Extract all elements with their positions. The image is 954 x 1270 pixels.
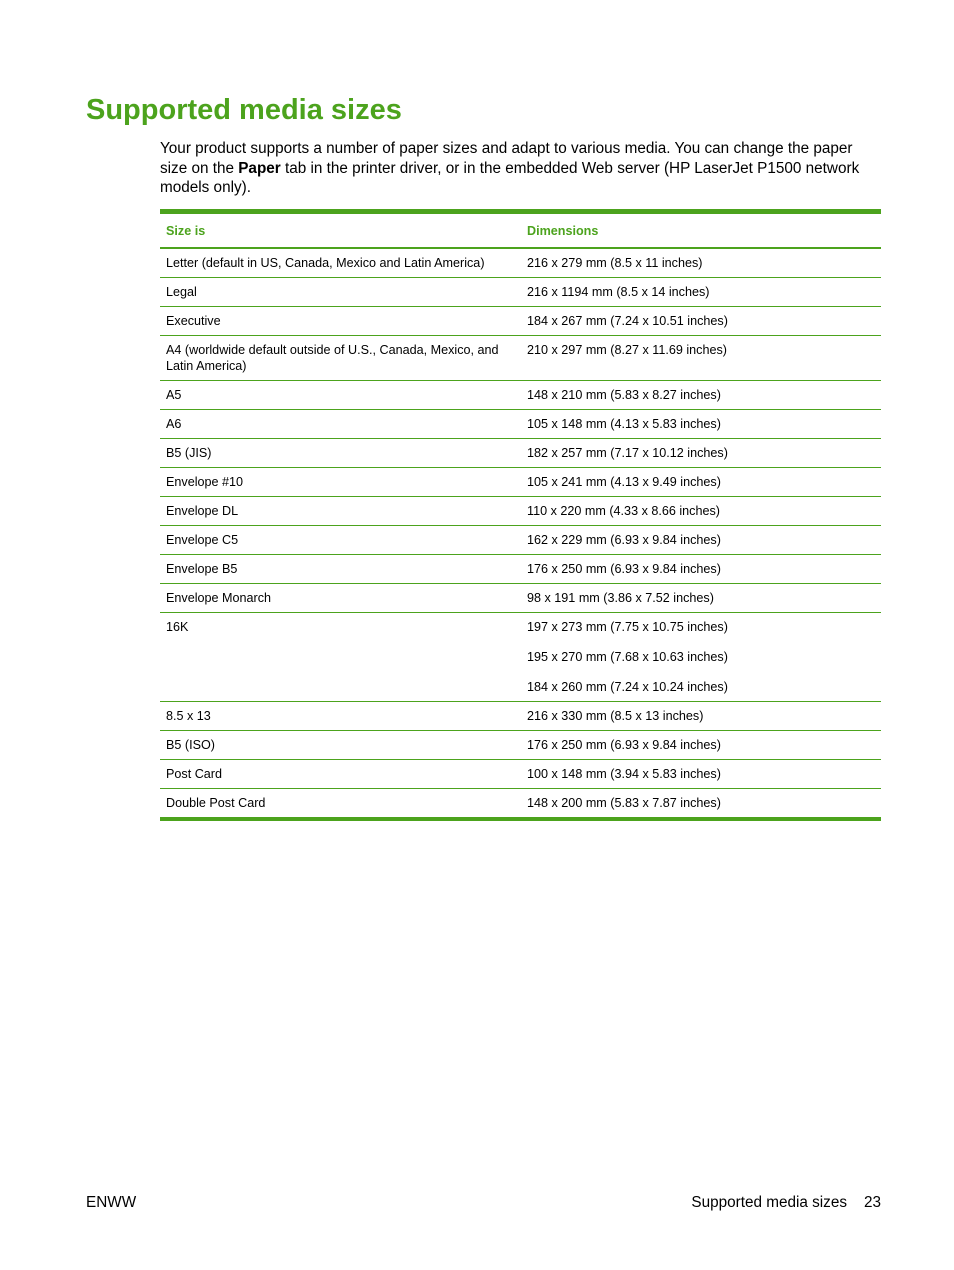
cell-size: Letter (default in US, Canada, Mexico and Latin America): [160, 248, 521, 278]
table-row: [160, 731, 881, 760]
dimension-line: 197 x 273 mm (7.75 x 10.75 inches): [527, 620, 728, 634]
cell-size: B5 (ISO): [160, 731, 521, 760]
table-row: [160, 584, 881, 613]
dimension-line: 195 x 270 mm (7.68 x 10.63 inches): [527, 650, 728, 664]
cell-size: Envelope C5: [160, 526, 521, 555]
cell-dimensions: 162 x 229 mm (6.93 x 9.84 inches): [521, 526, 881, 555]
cell-dimensions: [521, 613, 881, 702]
cell-dimensions: 105 x 241 mm (4.13 x 9.49 inches): [521, 468, 881, 497]
media-sizes-table: [160, 209, 881, 821]
cell-dimensions: 216 x 1194 mm (8.5 x 14 inches): [521, 278, 881, 307]
table-row: [160, 336, 881, 381]
cell-size: Envelope DL: [160, 497, 521, 526]
cell-dimensions: 148 x 200 mm (5.83 x 7.87 inches): [527, 796, 721, 810]
table-row: [160, 526, 881, 555]
cell-dimensions: 110 x 220 mm (4.33 x 8.66 inches): [521, 497, 881, 526]
intro-paragraph: [160, 139, 882, 198]
cell-dimensions: 176 x 250 mm (6.93 x 9.84 inches): [521, 731, 881, 760]
page-number: 23: [863, 1194, 881, 1211]
cell-size: A4 (worldwide default outside of U.S., Canada, Mexico, and Latin America): [160, 336, 521, 381]
column-header-size: Size is: [160, 212, 521, 249]
intro-text-before: Your product supports a number of paper sizes and adapt to various media. You can change the paper size on the: [160, 140, 853, 177]
table-row: [160, 468, 881, 497]
table-row: [160, 439, 881, 468]
table-row: [160, 760, 881, 789]
cell-dimensions: 176 x 250 mm (6.93 x 9.84 inches): [521, 555, 881, 584]
cell-size: Post Card: [160, 760, 521, 789]
cell-dimensions: 98 x 191 mm (3.86 x 7.52 inches): [521, 584, 881, 613]
table-row: [160, 248, 881, 278]
cell-dimensions: 216 x 330 mm (8.5 x 13 inches): [521, 702, 881, 731]
cell-size: A6: [160, 410, 521, 439]
table-row: [160, 381, 881, 410]
column-header-dimensions: Dimensions: [521, 212, 881, 249]
footer-section-title: Supported media sizes: [691, 1194, 847, 1211]
cell-size: B5 (JIS): [160, 439, 521, 468]
table-row: [160, 307, 881, 336]
cell-size: Envelope Monarch: [160, 584, 521, 613]
cell-dimensions: 184 x 267 mm (7.24 x 10.51 inches): [521, 307, 881, 336]
intro-bold-paper: Paper: [238, 159, 281, 177]
cell-size: Executive: [160, 307, 521, 336]
table-body: [160, 248, 881, 819]
cell-dimensions: 182 x 257 mm (7.17 x 10.12 inches): [521, 439, 881, 468]
intro-text-after: tab in the printer driver, or in the embedded Web server (HP LaserJet P1500 network models only).: [160, 159, 860, 196]
table-row: [160, 497, 881, 526]
cell-dimensions: 100 x 148 mm (3.94 x 5.83 inches): [521, 760, 881, 789]
table-row: [160, 702, 881, 731]
page-title: Supported media sizes: [86, 94, 402, 126]
cell-dimensions: 148 x 210 mm (5.83 x 8.27 inches): [521, 381, 881, 410]
footer-left: ENWW: [86, 1194, 137, 1211]
cell-size: Legal: [160, 278, 521, 307]
cell-size: Envelope B5: [160, 555, 521, 584]
dimension-line: 184 x 260 mm (7.24 x 10.24 inches): [527, 680, 728, 694]
table-row: [160, 555, 881, 584]
cell-dimensions: 210 x 297 mm (8.27 x 11.69 inches): [521, 336, 881, 381]
cell-size: 8.5 x 13: [160, 702, 521, 731]
cell-size: Double Post Card: [166, 796, 266, 810]
cell-dimensions: 216 x 279 mm (8.5 x 11 inches): [521, 248, 881, 278]
footer-right: [691, 1193, 881, 1213]
cell-size: Envelope #10: [160, 468, 521, 497]
table-row: [160, 278, 881, 307]
table-row: [160, 789, 881, 820]
cell-size: 16K: [160, 613, 521, 702]
cell-dimensions: 105 x 148 mm (4.13 x 5.83 inches): [521, 410, 881, 439]
table-header-row: [160, 212, 881, 249]
table-row: [160, 410, 881, 439]
table-row: [160, 613, 881, 702]
cell-size: A5: [160, 381, 521, 410]
